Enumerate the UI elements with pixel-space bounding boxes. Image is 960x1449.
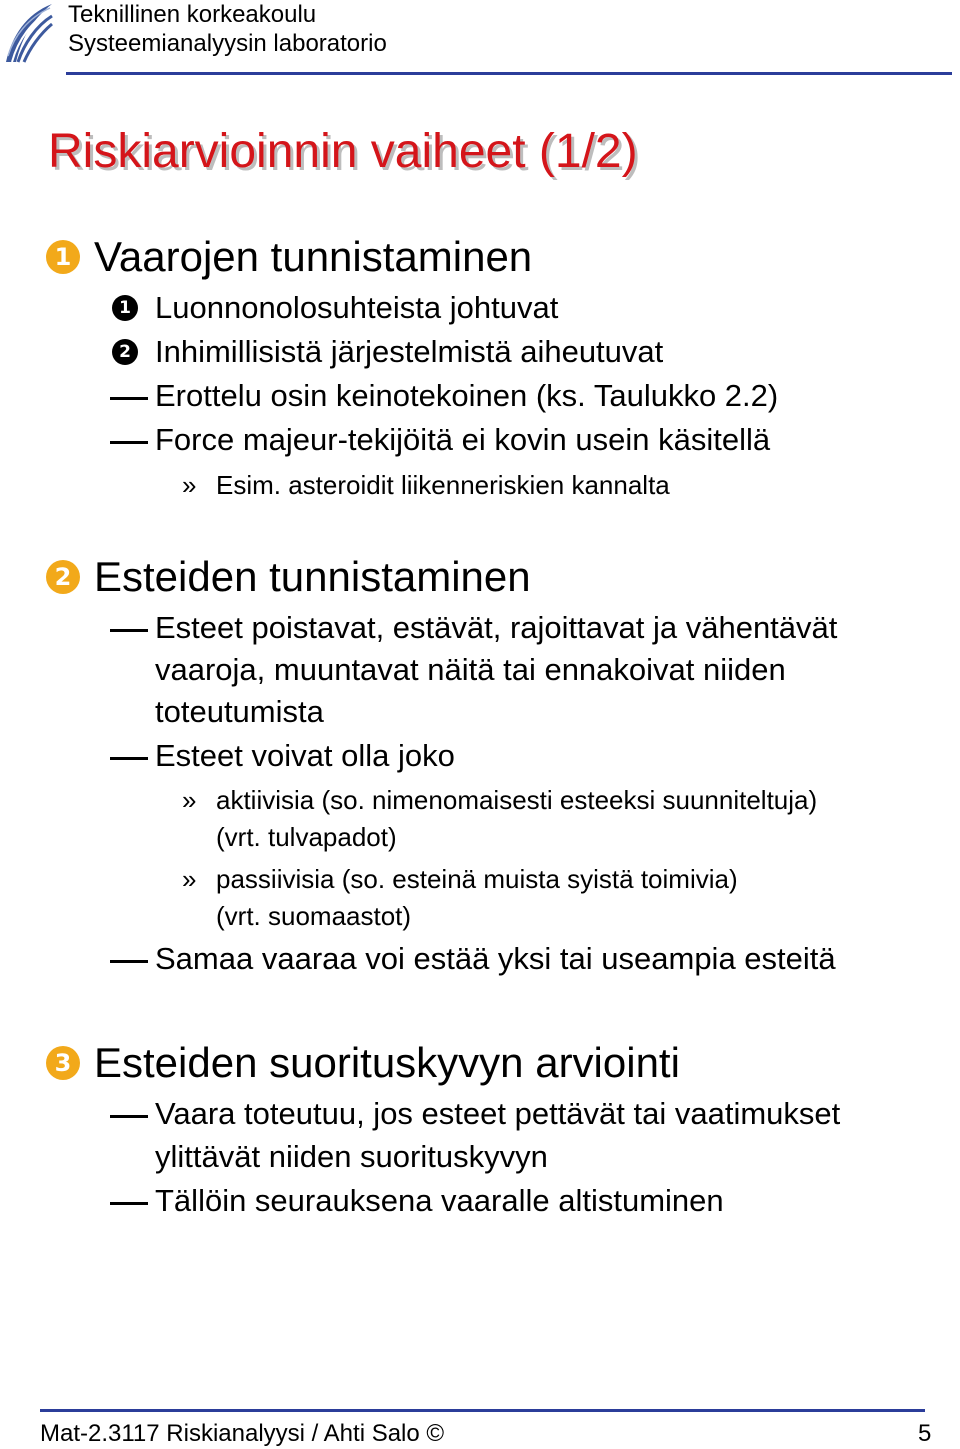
item-1-1-marker: 1 [112,295,138,321]
laboratory-name: Systeemianalyysin laboratorio [68,30,387,57]
footer-rule [40,1409,925,1412]
university-wing-logo [4,2,54,66]
item-3-2-text: Tällöin seurauksena vaaralle altistuminen [155,1183,724,1218]
section-1-marker: 1 [46,240,80,274]
item-1-4-dash [110,441,148,444]
item-2-1-line-1: Esteet poistavat, estävät, rajoittavat ja vähentävät [155,610,838,645]
item-3-1-dash [110,1115,148,1118]
header-rule [66,72,952,75]
section-2-heading: Esteiden tunnistaminen [94,553,531,600]
item-2-4-marker: » [182,864,197,894]
section-1-heading: Vaarojen tunnistaminen [94,233,533,280]
item-2-1-dash [110,629,148,632]
slide-title: Riskiarvioinnin vaiheet (1/2) [48,125,638,178]
item-3-1-line-2: ylittävät niiden suorituskyvyn [155,1139,548,1174]
item-2-2-dash [110,757,148,760]
item-1-1-text: Luonnonolosuhteista johtuvat [155,290,559,325]
section-3-marker: 3 [46,1046,80,1080]
item-2-3-marker: » [182,785,197,815]
item-2-1-line-2: vaaroja, muuntavat näitä tai ennakoivat niiden [155,652,786,687]
item-3-1-line-1: Vaara toteutuu, jos esteet pettävät tai vaatimukset [155,1096,841,1131]
item-2-2-text: Esteet voivat olla joko [155,738,455,773]
institution-name: Teknillinen korkeakoulu [68,1,317,28]
item-1-4-text: Force majeur-tekijöitä ei kovin usein käsitellä [155,422,771,457]
item-1-3-text: Erottelu osin keinotekoinen (ks. Taulukko 2.2) [155,378,779,413]
footer-course: Mat-2.3117 Riskianalyysi / Ahti Salo © [40,1420,445,1447]
section-2-marker: 2 [46,560,80,594]
item-1-5-marker: » [182,470,197,500]
item-2-4-line-2: (vrt. suomaastot) [216,901,412,931]
item-2-5-dash [110,960,148,963]
item-1-2-marker: 2 [112,339,138,365]
item-2-3-line-2: (vrt. tulvapadot) [216,822,397,852]
item-3-2-dash [110,1202,148,1205]
page-number: 5 [918,1420,932,1447]
item-1-5-text: Esim. asteroidit liikenneriskien kannalta [216,470,670,500]
item-1-2-text: Inhimillisistä järjestelmistä aiheutuvat [155,334,664,369]
item-2-5-text: Samaa vaaraa voi estää yksi tai useampia esteitä [155,941,836,976]
item-2-4-line-1: passiivisia (so. esteinä muista syistä toimivia) [216,864,738,894]
item-2-1-line-3: toteutumista [155,694,324,729]
item-1-3-dash [110,397,148,400]
item-2-3-line-1: aktiivisia (so. nimenomaisesti esteeksi suunniteltuja) [216,785,818,815]
section-3-heading: Esteiden suorituskyvyn arviointi [94,1039,680,1086]
